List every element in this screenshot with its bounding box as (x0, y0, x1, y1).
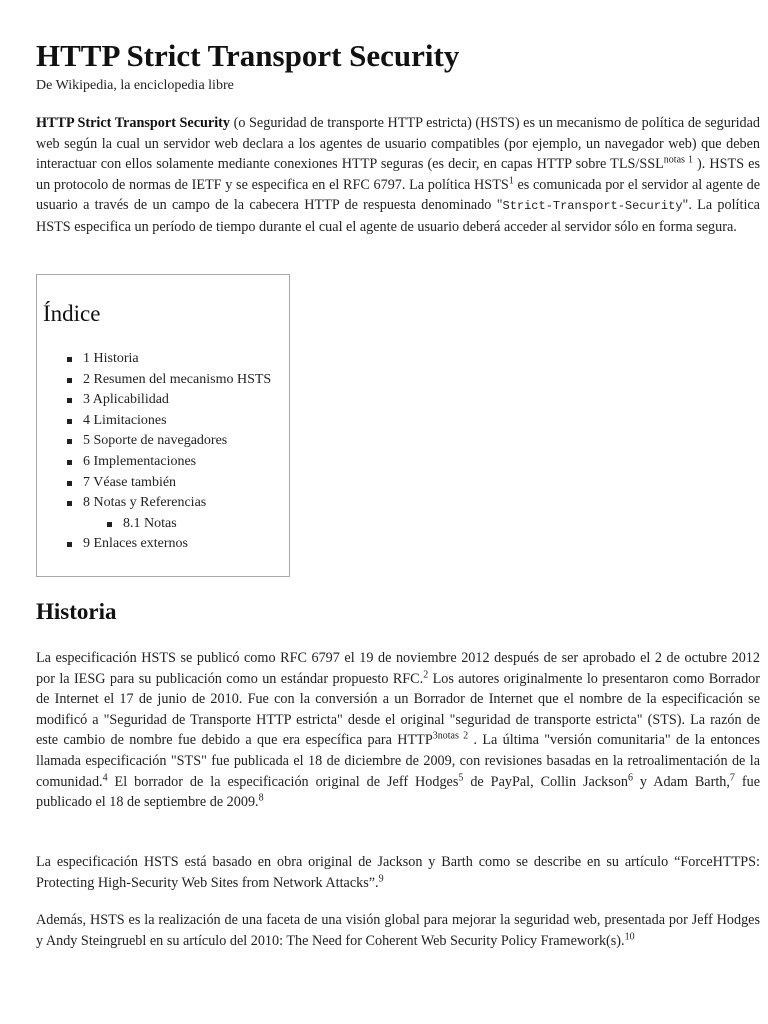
table-of-contents (36, 274, 290, 577)
bullet-icon (67, 398, 72, 403)
toc-item-label[interactable]: 8.1 Notas (123, 515, 177, 531)
paragraph-text: La especificación HSTS se publicó como RFC 6797 el 19 de noviembre 2012 después de ser aprobado el 2 de octubre 2012 por la IESG para su publicación como un estándar propuesto RFC. (36, 650, 760, 687)
footnote-notas-2[interactable]: notas 2 (437, 730, 469, 742)
paragraph-text: Además, HSTS es la realización de una faceta de una visión global para mejorar la seguridad web, presentada por Jeff Hodges y Andy Steingruebl en su artículo del 2010: The Need for Coherent Web Security Policy Framework(s). (36, 912, 760, 949)
footnote-ref[interactable]: 10 (624, 930, 635, 942)
bullet-icon (67, 460, 72, 465)
intro-paragraph (36, 113, 760, 238)
paragraph-text: . La última "versión comunitaria" de la entonces llamada especificación "STS" fue publicada el 18 de diciembre de 2009, con revisiones basadas en la retroalimentación de la comunidad. (36, 732, 761, 790)
historia-paragraph-1 (36, 648, 760, 813)
paragraph-text: La especificación HSTS está basado en obra original de Jackson y Barth como se describe en su artículo “ForceHTTPS: Protecting High-Security Web Sites from Network Attacks”. (36, 854, 760, 891)
footnote-ref-1[interactable]: 1 (508, 175, 514, 187)
toc-item-label[interactable]: 8 Notas y Referencias (83, 495, 207, 511)
historia-paragraph-3 (36, 910, 760, 951)
toc-item-label[interactable]: 5 Soporte de navegadores (83, 433, 228, 449)
bullet-icon (67, 378, 72, 383)
intro-text-2: ). HSTS es un protocolo de normas de IETF y se especifica en el RFC 6797. La política HSTS (36, 156, 760, 193)
paragraph-text: y Adam Barth, (632, 773, 730, 790)
footnote-ref[interactable]: 7 (729, 771, 735, 783)
paragraph-text: fue publicado el 18 de septiembre de 2009. (36, 773, 761, 811)
footnote-ref[interactable]: 5 (458, 771, 464, 783)
bullet-icon (107, 522, 112, 527)
toc-item-label[interactable]: 1 Historia (83, 351, 139, 366)
toc-item-label[interactable]: 6 Implementaciones (83, 453, 197, 469)
footnote-ref[interactable]: 3 (432, 730, 438, 742)
bullet-icon (67, 357, 72, 362)
bullet-icon (67, 481, 72, 486)
footnote-ref[interactable]: 4 (102, 771, 108, 783)
bullet-icon (67, 419, 72, 424)
toc-item-label[interactable]: 3 Aplicabilidad (83, 392, 169, 408)
footnote-ref[interactable]: 6 (627, 771, 633, 783)
footnote-ref[interactable]: 9 (378, 872, 384, 884)
toc-item-label[interactable]: 9 Enlaces externos (83, 536, 188, 552)
intro-text-3: es comunicada por el servidor al agente de usuario a través de un campo de la cabecera HTTP de respuesta denominado " (36, 176, 760, 214)
toc-item-label[interactable]: 4 Limitaciones (83, 412, 167, 428)
section-heading-historia: Historia (36, 599, 117, 624)
paragraph-text: Los autores originalmente lo presentaron como Borrador de Internet el 17 de junio de 2010. Fue con la conversión a un Borrador de Internet que el nombre de la especificación se modificó a "Seguridad de Transporte HTTP estricta" desde el original "seguridad de transporte estricta" (STS). La razón de este cambio de nombre fue debido a que era específica para HTTP (36, 670, 761, 749)
bullet-icon (67, 542, 72, 547)
toc-title: Índice (43, 301, 101, 326)
intro-bold-term: HTTP Strict Transport Security (36, 115, 230, 131)
footnote-notas-1[interactable]: notas 1 (663, 154, 693, 166)
toc-item-label[interactable]: 7 Véase también (83, 474, 177, 490)
intro-text-4: ". La política HSTS especifica un período de tiempo durante el cual el agente de usuario deberá acceder al servidor sólo en forma segura. (36, 197, 760, 235)
toc-item-label[interactable]: 2 Resumen del mecanismo HSTS (83, 371, 272, 387)
paragraph-text: El borrador de la especificación original de Jeff Hodges (107, 773, 459, 790)
bullet-icon (67, 439, 72, 444)
intro-text-1: (o Seguridad de transporte HTTP estricta) (HSTS) es un mecanismo de política de seguridad web según la cual un servidor web declara a los agentes de usuario compatibles (por ejemplo, un navegador web) que deben interactuar con ellos solamente mediante conexiones HTTP seguras (es decir, en capas HTTP sobre TLS/SSL (36, 115, 760, 173)
site-tagline: De Wikipedia, la enciclopedia libre (36, 78, 234, 93)
paragraph-text: de PayPal, Collin Jackson (463, 773, 628, 790)
historia-paragraph-2 (36, 852, 760, 893)
footnote-ref[interactable]: 8 (258, 792, 264, 804)
bullet-icon (67, 501, 72, 506)
footnote-ref[interactable]: 2 (423, 668, 429, 680)
header-field-code: Strict-Transport-Security (502, 199, 683, 214)
page-title: HTTP Strict Transport Security (36, 38, 460, 73)
